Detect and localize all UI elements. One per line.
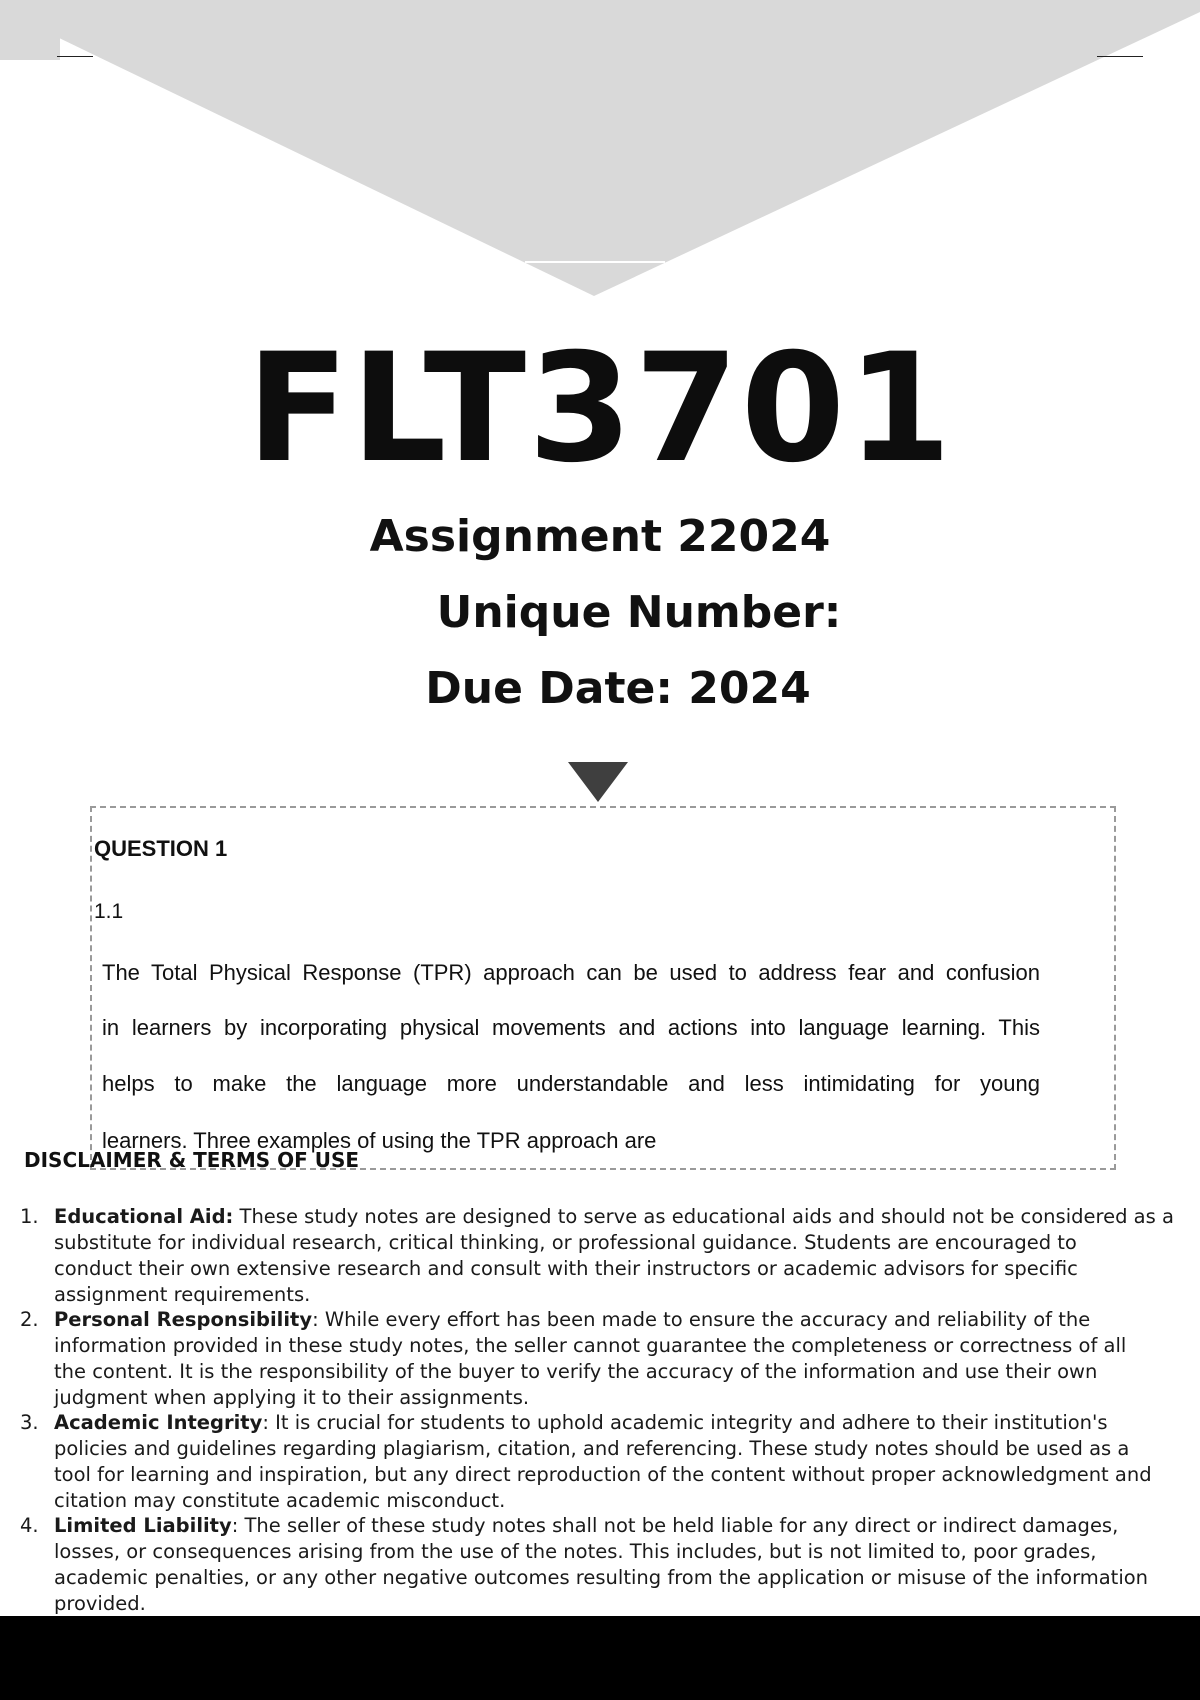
left-corner-rule xyxy=(57,56,93,57)
disclaimer-item-heading: Personal Responsibility xyxy=(54,1308,313,1331)
right-corner-rule xyxy=(1097,56,1143,57)
question-text-line: in learners by incorporating physical movements and actions into language learning. This xyxy=(102,1015,1040,1040)
disclaimer-item-text: These study notes are designed to serve as educational aids and should not be considered as a xyxy=(239,1205,1174,1228)
disclaimer-item-text: conduct their own extensive research and consult with their instructors or academic advisors for specific xyxy=(54,1257,1078,1280)
disclaimer-item-text: losses, or consequences arising from the use of the notes. This includes, but is not limited to, poor grades, xyxy=(54,1540,1097,1563)
due-date-label: Due Date: 2024 xyxy=(425,663,811,714)
disclaimer-item-number: 1. xyxy=(20,1205,39,1228)
disclaimer-item-text: assignment requirements. xyxy=(54,1283,311,1306)
header-chevron-shape xyxy=(0,0,1200,300)
disclaimer-item xyxy=(20,1513,1192,1617)
disclaimer-item-text: tool for learning and inspiration, but any direct reproduction of the content without proper acknowledgment and xyxy=(54,1463,1152,1486)
question-text-line: learners. Three examples of using the TPR approach are xyxy=(102,1128,657,1153)
question-text-line: The Total Physical Response (TPR) approach can be used to address fear and confusion xyxy=(102,960,1040,985)
disclaimer-item xyxy=(20,1410,1192,1514)
question-preview-box xyxy=(90,806,1116,1170)
disclaimer-item-text: substitute for individual research, critical thinking, or professional guidance. Students are encouraged to xyxy=(54,1231,1077,1254)
disclaimer-item-heading: Educational Aid: xyxy=(54,1205,234,1228)
disclaimer-item-text: information provided in these study notes, the seller cannot guarantee the completeness or correctness of all xyxy=(54,1334,1127,1357)
unique-number-label: Unique Number: xyxy=(436,587,842,638)
disclaimer-item-text: academic penalties, or any other negative outcomes resulting from the application or misuse of the information xyxy=(54,1566,1149,1589)
disclaimer-item-number: 4. xyxy=(20,1514,39,1537)
disclaimer-item-text: provided. xyxy=(54,1592,146,1615)
disclaimer-item-heading: Academic Integrity xyxy=(54,1411,263,1434)
disclaimer-heading: DISCLAIMER & TERMS OF USE xyxy=(24,1148,360,1172)
question-text-line: helps to make the language more understandable and less intimidating for young xyxy=(102,1071,1040,1096)
disclaimer-item-text: : It is crucial for students to uphold academic integrity and adhere to their institution's xyxy=(262,1411,1108,1434)
disclaimer-item xyxy=(20,1204,1192,1308)
disclaimer-item-text: : The seller of these study notes shall not be held liable for any direct or indirect damages, xyxy=(231,1514,1119,1537)
disclaimer-item-number: 3. xyxy=(20,1411,39,1434)
assignment-title: Assignment 22024 xyxy=(369,511,831,562)
bottom-black-band xyxy=(0,1616,1200,1700)
question-number: 1.1 xyxy=(94,900,124,923)
disclaimer-item-number: 2. xyxy=(20,1308,39,1331)
question-title: QUESTION 1 xyxy=(94,836,228,861)
disclaimer-item-heading: Limited Liability xyxy=(54,1514,232,1537)
course-code-title: FLT3701 xyxy=(246,322,954,496)
disclaimer-item-text: policies and guidelines regarding plagiarism, citation, and referencing. These study notes should be used as a xyxy=(54,1437,1130,1460)
disclaimer-item-text: judgment when applying it to their assignments. xyxy=(54,1386,530,1409)
disclaimer-item-text: citation may constitute academic misconduct. xyxy=(54,1489,506,1512)
disclaimer-item xyxy=(20,1307,1192,1411)
down-arrow-icon xyxy=(566,760,630,804)
disclaimer-item-text: the content. It is the responsibility of the buyer to verify the accuracy of the information and use their own xyxy=(54,1360,1098,1383)
disclaimer-item-text: : While every effort has been made to ensure the accuracy and reliability of the xyxy=(312,1308,1091,1331)
